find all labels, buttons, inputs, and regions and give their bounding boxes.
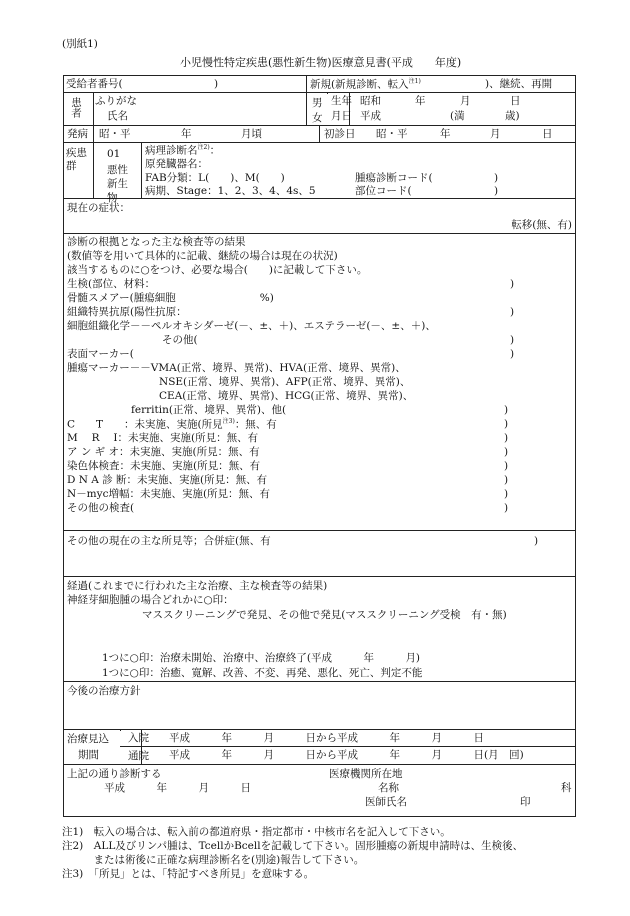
tissue-antigen-field[interactable]: 組織特異抗原(陽性抗原： [67, 306, 187, 318]
recipient-close: ) [214, 78, 219, 90]
biopsy-field[interactable]: 生検(部位、材料： [67, 278, 156, 290]
cytochemistry-other-field[interactable]: その他( [162, 334, 198, 346]
tumor-code-close: ) [494, 172, 499, 184]
row-treatment-plan [64, 682, 576, 730]
row-signature [64, 765, 576, 817]
ct-close: ) [504, 418, 509, 430]
other-tests-field[interactable]: その他の検査( [67, 502, 135, 514]
seal-label: 印 [520, 796, 531, 808]
row-current-symptoms [64, 199, 576, 234]
note2-ref: 注2) [197, 144, 210, 151]
dna-field[interactable]: D N A 診 断：未実施、実施(所見：無、有 [67, 474, 268, 486]
birth-year-label: 年 [415, 95, 426, 107]
site-code-field[interactable]: 部位コード( [355, 185, 412, 197]
inpatient-label: 入院 [128, 732, 149, 744]
gender-selector[interactable]: 男女 [312, 97, 323, 124]
footnote-1: 注1) 転入の場合は、転入前の都道府県・指定都市・中核市名を記入して下さい。 [62, 826, 451, 838]
note3-ref: 注3) [222, 418, 235, 425]
chromosome-close: ) [504, 460, 509, 472]
application-type-suffix: )、継続、再開 [485, 78, 553, 90]
row-disease [64, 143, 576, 199]
cytochemistry-other-close: ) [510, 334, 515, 346]
mri-close: ) [504, 432, 509, 444]
first-visit-month: 月 [490, 128, 501, 140]
surface-marker-close: ) [510, 348, 515, 360]
onset-label: 発病 [67, 128, 88, 140]
ferritin-close: ) [504, 404, 509, 416]
era-heisei[interactable]: 平成 [360, 110, 382, 122]
other-findings-field[interactable]: その他の現在の主な所見等；合併症(無、有 [67, 535, 271, 547]
metastasis-field[interactable]: 転移(無、有) [511, 219, 573, 231]
recipient-number-field[interactable]: 受給者番号( [66, 78, 123, 90]
age-close: 歳) [505, 110, 520, 122]
medical-opinion-form [63, 75, 576, 817]
basis-instruction-2: 該当するものに○をつけ、必要な場合( )に記載して下さい。 [67, 264, 368, 276]
first-visit-label: 初診日 [324, 128, 356, 140]
tumor-marker-nse-afp[interactable]: NSE(正常、境界、異常)、AFP(正常、境界、異常)、 [159, 376, 411, 388]
footnote-3: 注3) 「所見」とは、「特記すべき所見」を意味する。 [62, 868, 315, 880]
pathology-colon: ： [209, 144, 221, 157]
first-visit-year: 年 [440, 128, 451, 140]
angio-close: ) [504, 446, 509, 458]
row-recipient [64, 76, 576, 93]
tumor-code-field[interactable]: 腫瘍診断コード( [355, 172, 433, 184]
pathology-label: 病理診断名 [145, 144, 198, 157]
signature-date-field[interactable]: 平成 年 月 日 [104, 782, 251, 794]
department-label: 科 [561, 782, 572, 794]
treatment-status-field[interactable]: 1つに○印：治療未開始、治療中、治療終了(平成 年 月) [102, 652, 421, 664]
form-title: 小児慢性特定疾患(悪性新生物)医療意見書(平成 年度) [180, 56, 462, 69]
angio-field[interactable]: ア ン ギ オ：未実施、実施(所見：無、有 [67, 446, 260, 458]
doctor-name-field[interactable]: 医師氏名 [365, 796, 407, 808]
nmyc-close: ) [504, 488, 509, 500]
furigana-label: ふりがな [95, 95, 137, 107]
period-label-2: 期間 [78, 749, 99, 761]
primary-organ-field[interactable]: 原発臓器名： [145, 158, 208, 170]
outpatient-period-field[interactable]: 平成 年 月 日から平成 年 月 日(月 回) [169, 749, 524, 761]
footnote-2-cont: または術後に正確な病理診断名を(別途)報告して下さい。 [62, 854, 365, 866]
dna-close: ) [504, 474, 509, 486]
basis-heading: 診断の根拠となった主な検査等の結果 [67, 236, 246, 248]
patient-label: 患者 [70, 97, 82, 118]
application-type-field[interactable] [310, 79, 421, 90]
outpatient-label: 通院 [128, 750, 149, 762]
surface-marker-field[interactable]: 表面マーカー( [67, 348, 134, 360]
birth-label-2: 月日 [331, 110, 353, 122]
site-code-close: ) [494, 185, 499, 197]
disease-group-label: 疾患群 [66, 147, 87, 172]
footnote-2: 注2) ALL及びリンパ腫は、TcellかBcellを記載して下さい。固形腫瘍の新規申請時は、生検後、 [62, 840, 524, 852]
tumor-marker-vma-hva[interactable]: 腫瘍マーカー－－VMA(正常、境界、異常)、HVA(正常、境界、異常)、 [67, 362, 406, 374]
onset-year: 年 [181, 128, 192, 140]
stage-field[interactable]: 病期、Stage：1、2、3、4、4s、5 [145, 185, 316, 197]
pathology-diagnosis-field[interactable] [145, 145, 220, 156]
row-period-inpatient [64, 730, 576, 747]
row-other-findings [64, 531, 576, 577]
basis-instruction-1: (数値等を用いて具体的に記載、継続の場合は現在の状況) [67, 250, 338, 262]
disease-group-name: 悪性新生物 [107, 164, 128, 204]
diagnosis-statement: 上記の通り診断する [67, 768, 162, 780]
course-field[interactable]: 経過(これまでに行われた主な治療、主な検査等の結果) [67, 580, 328, 592]
neuroblastoma-label: 神経芽細胞腫の場合どれかに○印： [67, 594, 234, 606]
other-findings-close: ) [534, 535, 539, 547]
birth-day-label: 日 [510, 95, 521, 107]
row-patient [64, 93, 576, 126]
cytochemistry-field[interactable]: 細胞組織化学－－ペルオキシダーゼ(－、±、＋)、エステラーゼ(－、±、＋)、 [67, 320, 436, 332]
ct-tail: ：無、有 [234, 418, 277, 431]
nmyc-field[interactable]: N－myc増幅：未実施、実施(所見：無、有 [67, 488, 271, 500]
row-onset [64, 126, 576, 143]
row-course [64, 577, 576, 682]
ct-field[interactable] [67, 419, 277, 430]
institution-address-field[interactable]: 医療機関所在地 [329, 768, 403, 780]
age-open: (満 [450, 110, 465, 122]
current-symptoms-field[interactable]: 現在の症状： [67, 202, 130, 214]
tumor-marker-cea-hcg[interactable]: CEA(正常、境界、異常)、HCG(正常、境界、異常)、 [159, 390, 414, 402]
mass-screening-field[interactable]: マススクリーニングで発見、その他で発見(マススクリーニング受検 有・無) [142, 609, 507, 621]
inpatient-period-field[interactable]: 平成 年 月 日から平成 年 月 日 [169, 732, 484, 744]
name-label: 氏名 [107, 110, 128, 122]
birth-month-label: 月 [460, 95, 471, 107]
first-visit-day: 日 [542, 128, 553, 140]
tumor-marker-ferritin[interactable]: ferritin(正常、境界、異常)、他( [131, 404, 287, 416]
other-tests-close: ) [504, 502, 509, 514]
tissue-antigen-close: ) [510, 306, 515, 318]
treatment-outcome-field[interactable]: 1つに○印：治癒、寛解、改善、不変、再発、悪化、死亡、判定不能 [102, 667, 423, 679]
ct-label: C T ：未実施、実施(所見 [67, 418, 223, 431]
row-diagnostic-basis [64, 234, 576, 531]
birth-label-1: 生年 [331, 95, 353, 107]
appendix-label: (別紙1) [62, 38, 98, 50]
period-label-1: 治療見込 [67, 733, 109, 745]
mri-field[interactable]: M R I：未実施、実施(所見：無、有 [67, 432, 259, 444]
onset-month: 月頃 [241, 128, 262, 140]
biopsy-close: ) [510, 278, 515, 290]
note1-ref: 注1) [408, 78, 421, 85]
institution-name-field[interactable]: 名称 [378, 782, 399, 794]
fab-classification-field[interactable]: FAB分類：L( )、M( ) [145, 172, 285, 184]
era-showa[interactable]: 昭和 [360, 95, 382, 107]
onset-era[interactable]: 昭・平 [99, 128, 131, 140]
chromosome-field[interactable]: 染色体検査：未実施、実施(所見：無、有 [67, 460, 261, 472]
first-visit-era[interactable]: 昭・平 [376, 128, 408, 140]
disease-group-number: 01 [107, 148, 121, 160]
new-prefix: 新規(新規診断、転入 [310, 78, 409, 91]
bone-marrow-field[interactable]: 骨髄スメアー(腫瘍細胞 %) [67, 292, 274, 304]
treatment-plan-field[interactable]: 今後の治療方針 [67, 685, 141, 697]
